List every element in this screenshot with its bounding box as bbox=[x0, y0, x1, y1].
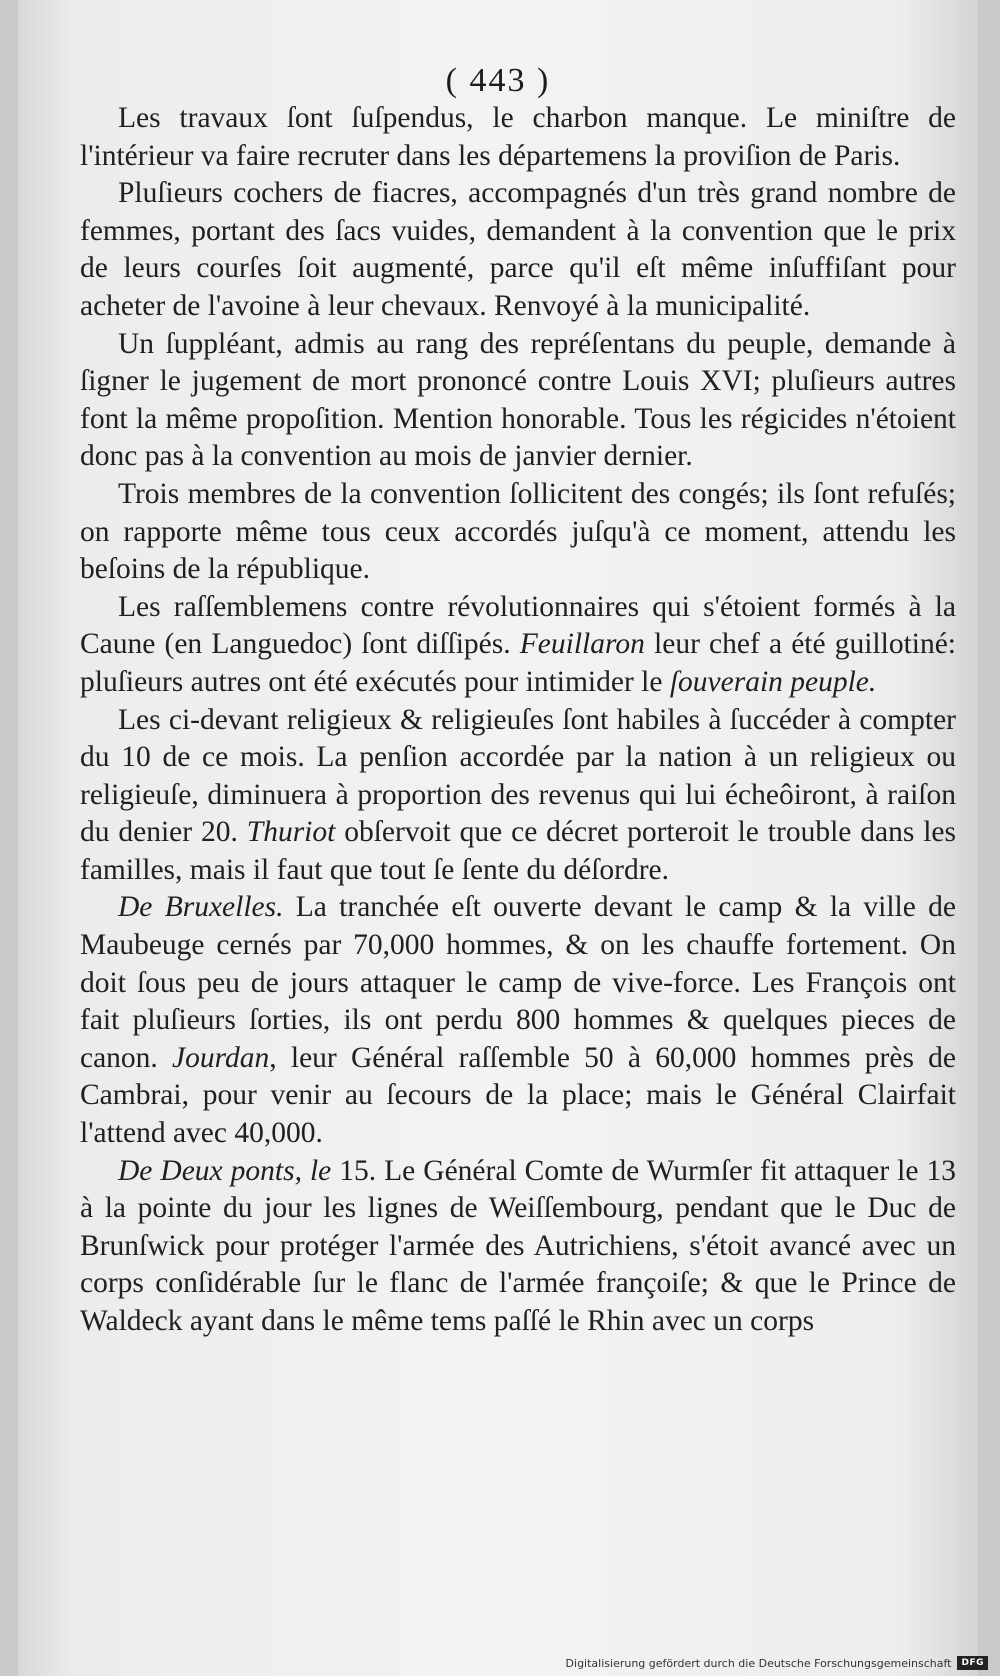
text-run: leur chef a été guillotiné: pluſieurs autres ont été exécutés pour intimider le bbox=[80, 628, 956, 698]
text-run: Les travaux ſont ſuſpendus, le charbon manque. Le miniſtre de l'intérieur va faire recruter dans les départemens la proviſion de Paris. bbox=[80, 102, 956, 172]
text-run: Les raſſemblemens contre révolutionnaires qui s'étoient formés à la Caune (en Languedoc) ſont diſſipés. bbox=[80, 590, 956, 661]
italic-run: De Deux ponts, le bbox=[118, 1154, 332, 1187]
text-run: Pluſieurs cochers de fiacres, accompagnés d'un très grand nombre de femmes, portant des ſacs vuides, demandent à la convention que le prix de leurs courſes ſoit augmenté, parce qu'il eſt même inſuffiſant pour acheter de l'avoine à leur chevaux. Renvoyé à la municipalité. bbox=[80, 177, 956, 322]
text-run: Les ci-devant religieux & religieuſes ſont habiles à ſuccéder à compter du 10 de ce mois. La penſion accordée par la nation à un religieux ou religieuſe, diminuera à proportion des revenus qui lui écheôiront, à raiſon du denier 20. bbox=[80, 703, 956, 849]
paragraph bbox=[80, 589, 956, 702]
text-run: 15. Le Général Comte de Wurmſer fit attaquer le 13 à la pointe du jour les lignes de Weiſſembourg, pendant que le Duc de Brunſwick pour protéger l'armée des Autrichiens, s'étoit avancé avec un corps conſidérable ſur le flanc de l'armée françoiſe; & que le Prince de Waldeck ayant dans le même tems paſſé le Rhin avec un corps bbox=[80, 1154, 956, 1337]
digitization-credit bbox=[566, 1656, 988, 1670]
paragraph bbox=[80, 100, 956, 175]
text-run: obſervoit que ce décret porteroit le trouble dans les familles, mais il faut que tout ſe ſente du déſordre. bbox=[80, 816, 956, 886]
paragraph bbox=[80, 476, 956, 589]
text-run: La tranchée eſt ouverte devant le camp & la ville de Maubeuge cernés par 70,000 hommes, & on les chauffe fortement. On doit ſous peu de jours attaquer le camp de vive-force. Les François ont fait pluſieurs ſorties, ils ont perdu 800 hommes & quelques pieces de canon. bbox=[80, 891, 956, 1074]
text-run: , leur Général raſſemble 50 à 60,000 hommes près de Cambrai, pour venir au ſecours de la place; mais le Général Clairfait l'attend avec 40,000. bbox=[80, 1041, 957, 1150]
paragraph bbox=[80, 889, 956, 1152]
italic-run: De Bruxelles. bbox=[118, 891, 284, 924]
text-run: Trois membres de la convention ſollicitent des congés; ils ſont refuſés; on rapporte même tous ceux accordés juſqu'à ce moment, attendu les beſoins de la république. bbox=[80, 477, 956, 586]
credit-text: Digitalisierung gefördert durch die Deutsche Forschungsgemeinschaft bbox=[565, 1656, 952, 1670]
italic-run: ſouverain peuple. bbox=[669, 665, 877, 698]
paragraph bbox=[80, 702, 956, 890]
italic-run: Jourdan bbox=[172, 1041, 270, 1074]
dfg-logo: DFG bbox=[957, 1656, 988, 1670]
body-text bbox=[80, 100, 956, 1341]
paragraph bbox=[80, 175, 956, 325]
page-number: ( 443 ) bbox=[445, 62, 551, 99]
text-run: Un ſuppléant, admis au rang des repréſentans du peuple, demande à ſigner le jugement de mort prononcé contre Louis XVI; pluſieurs autres font la même propoſition. Mention honorable. Tous les régicides n'étoient donc pas à la convention au mois de janvier dernier. bbox=[80, 327, 956, 473]
paragraph bbox=[80, 326, 956, 476]
paragraph bbox=[80, 1153, 956, 1341]
scanned-page bbox=[18, 0, 978, 1676]
italic-run: Thuriot bbox=[246, 816, 336, 849]
italic-run: Feuillaron bbox=[519, 628, 645, 661]
